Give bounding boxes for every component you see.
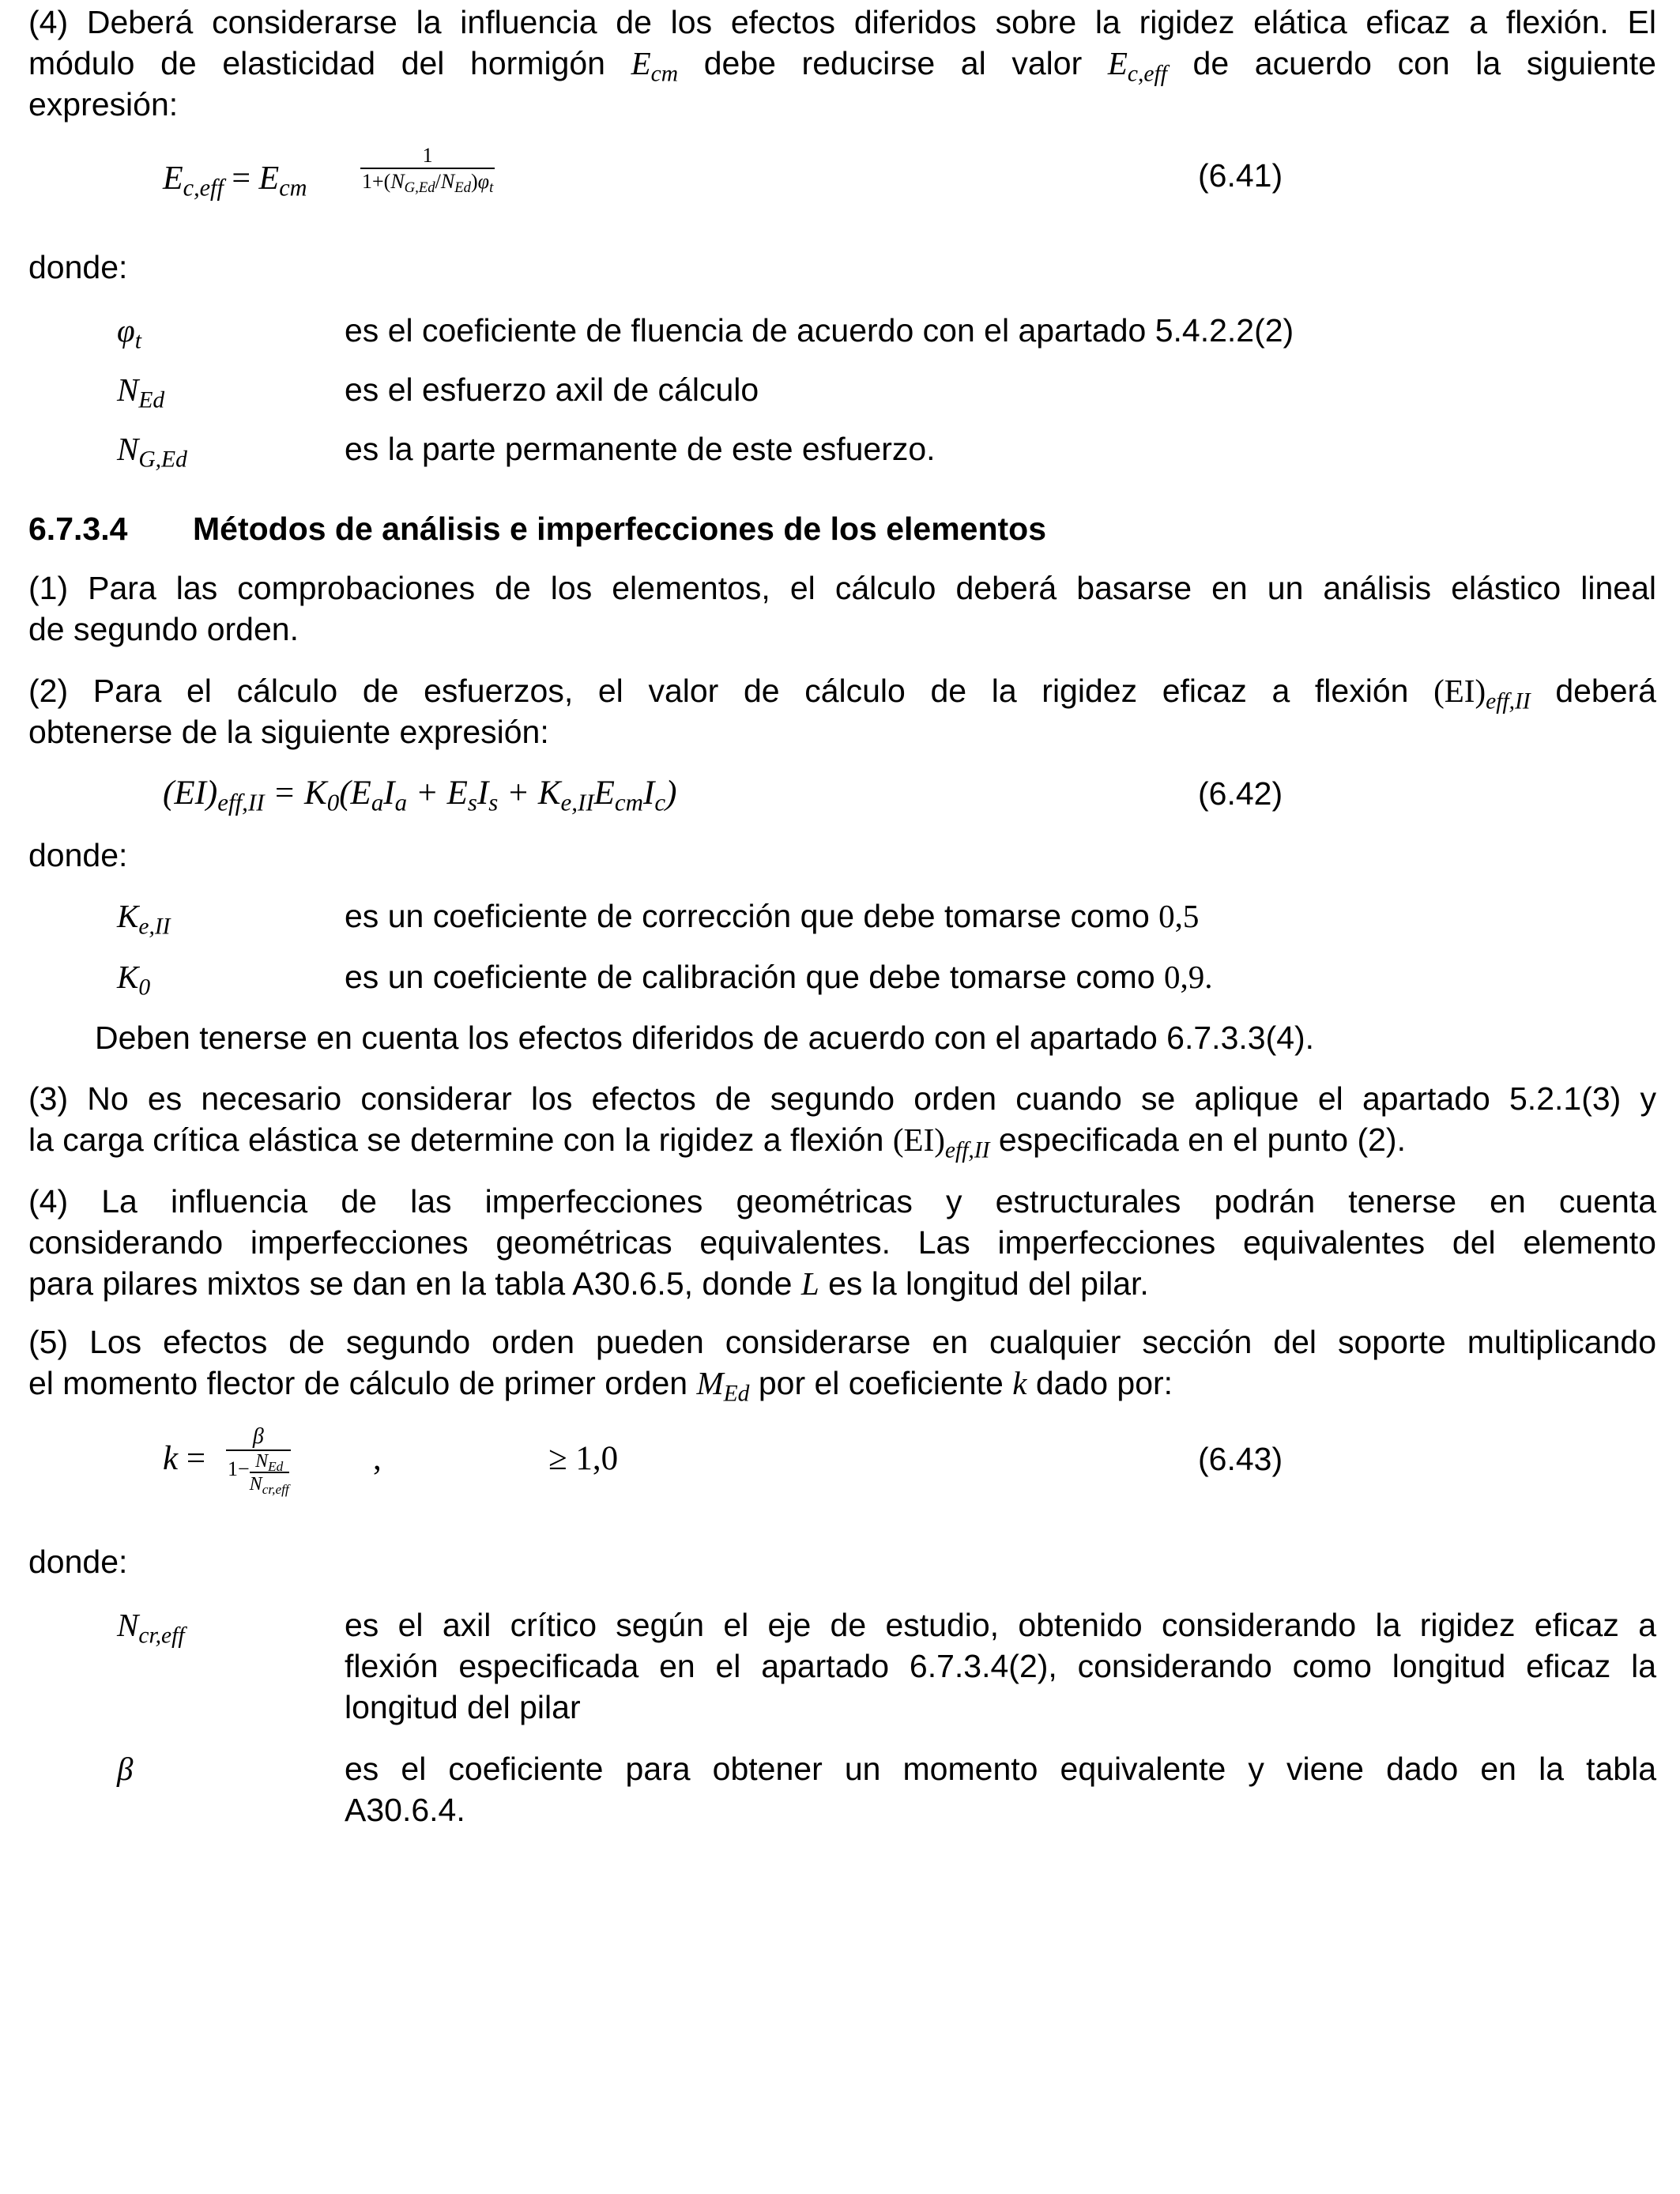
text-line: (5) Los efectos de segundo orden pueden considerarse en cualquier sección del soporte multiplicando [28, 1324, 1656, 1360]
text-line: (1) Para las comprobaciones de los elementos, el cálculo deberá basarse en un análisis elástico lineal [28, 570, 1656, 606]
text-line: el momento flector de cálculo de primer orden $M_{Ed}$ por el coeficiente k dado por: [28, 1365, 1173, 1407]
note-line: Deben tenerse en cuenta los efectos diferidos de acuerdo con el apartado 6.7.3.3(4). [95, 1020, 1315, 1056]
definition-text: es la parte permanente de este esfuerzo. [345, 431, 936, 467]
symbol: $N_{Ed}$ [117, 371, 165, 413]
definition-text: es el coeficiente de fluencia de acuerdo con el apartado 5.4.2.2(2) [345, 312, 1294, 349]
equation-fraction: β 1− $N_{Ed}$ $N_{cr,eff}$ [228, 1424, 289, 1497]
text-line: (2) Para el cálculo de esfuerzos, el valor de cálculo de la rigidez eficaz a flexión $(EI)_{eff,II}$ deberá [28, 673, 1656, 714]
paragraph-3 [28, 1078, 1656, 1163]
symbol: $K_0$ [117, 959, 151, 1001]
text-line: (3) No es necesario considerar los efectos de segundo orden cuando se aplique el apartado 5.2.1(3) y [28, 1080, 1656, 1117]
definition-text: es un coeficiente de calibración que debe tomarse como 0,9. [345, 959, 1213, 995]
paragraph-4 [28, 1181, 1656, 1304]
text-line: para pilares mixtos se dan en la tabla A30.6.5, donde L es la longitud del pilar. [28, 1265, 1149, 1302]
equation-lhs: $E_{c,eff} = E_{cm}$ [163, 160, 307, 202]
equation-number: (6.43) [1198, 1441, 1283, 1477]
equation-6-43: k = β 1− $N_{Ed}$ $N_{cr,eff}$ , ≥ 1,0 (6.43) [163, 1424, 1283, 1497]
section-number: 6.7.3.4 [28, 511, 128, 547]
equation-condition: ≥ 1,0 [548, 1440, 619, 1477]
symbol: $K_{e,II}$ [117, 898, 171, 940]
text-line: considerando imperfecciones geométricas equivalentes. Las imperfecciones equivalentes del elemento [28, 1224, 1656, 1261]
paragraph-1 [28, 567, 1656, 650]
text-line: de segundo orden. [28, 611, 299, 647]
equation-number: (6.42) [1198, 775, 1283, 812]
paragraph-2 [28, 670, 1656, 752]
symbol: β [117, 1751, 134, 1787]
definition-text: es el axil crítico según el eje de estudio, obtenido considerando la rigidez eficaz a flexión especificada en el apartado 6.7.3.4(2), considerando como longitud eficaz la longitud del pilar [345, 1607, 1656, 1725]
section-heading [28, 508, 1656, 549]
text-line: la carga crítica elástica se determine con la rigidez a flexión $(EI)_{eff,II}$ especificada en el punto (2). [28, 1122, 1406, 1163]
equation-fraction: 1 $1+(N_{G,Ed}/N_{Ed})\varphi_t$ [362, 144, 494, 197]
symbol: $\varphi_t$ [117, 312, 141, 354]
paragraph-5 [28, 1321, 1656, 1407]
definition-text: es un coeficiente de corrección que debe tomarse como 0,5 [345, 898, 1200, 934]
equation-number: (6.41) [1198, 157, 1283, 194]
definition-text: es el coeficiente para obtener un momento equivalente y viene dado en la tabla A30.6.4. [345, 1751, 1656, 1828]
section-title: Métodos de análisis e imperfecciones de los elementos [193, 511, 1047, 547]
text-line: (4) La influencia de las imperfecciones geométricas y estructurales podrán tenerse en cuenta [28, 1183, 1656, 1220]
text-line: obtenerse de la siguiente expresión: [28, 714, 549, 750]
paragraph-4-intro [28, 2, 1656, 125]
donde-label: donde: [28, 837, 128, 873]
equation-lhs: k = [163, 1440, 206, 1477]
symbol: $N_{G,Ed}$ [117, 431, 187, 473]
symbol: $N_{cr,eff}$ [117, 1607, 185, 1649]
text-line: (4) Deberá considerarse la influencia de los efectos diferidos sobre la rigidez elática eficaz a flexión. El [28, 4, 1656, 40]
definition-text: es el esfuerzo axil de cálculo [345, 371, 759, 408]
text-line: módulo de elasticidad del hormigón $E_{cm}$ debe reducirse al valor $E_{c,eff}$ de acuerdo con la siguiente [28, 45, 1656, 87]
donde-label: donde: [28, 249, 128, 285]
donde-label: donde: [28, 1544, 128, 1580]
text-line: expresión: [28, 86, 179, 123]
equation-body: $(EI)_{eff,II} = K_0(E_aI_a + E_sI_s + K_{e,II}E_{cm}I_c)$ [163, 775, 677, 816]
